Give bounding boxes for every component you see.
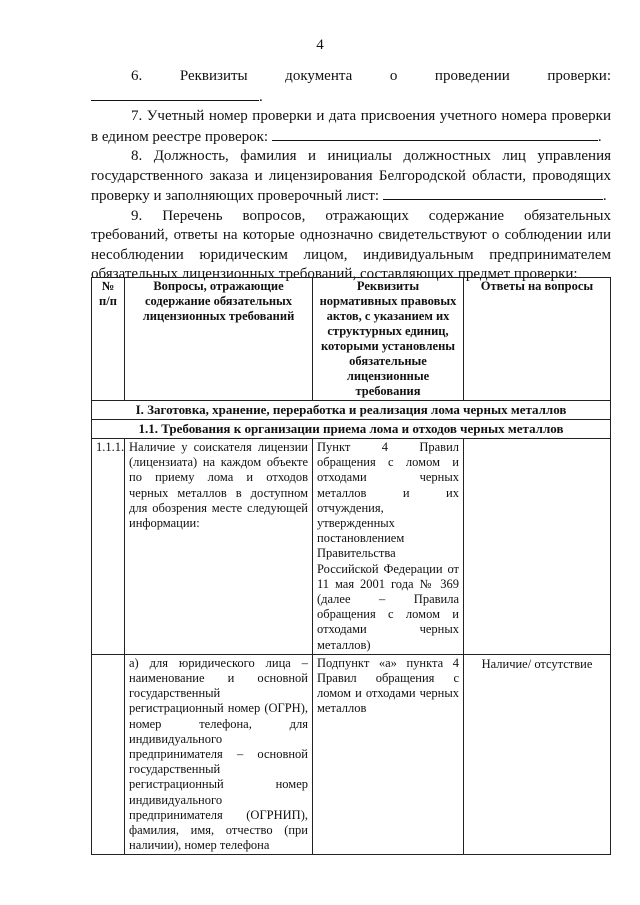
row-answer[interactable]: Наличие/ отсутствие: [464, 654, 611, 855]
page-number: 4: [316, 37, 324, 53]
paragraph-number: 7.: [131, 108, 143, 124]
paragraph-number: 8.: [131, 148, 143, 164]
fill-in-line[interactable]: [272, 127, 598, 141]
paragraph-number: 9.: [131, 207, 143, 224]
paragraph-number: 6.: [131, 68, 143, 84]
paragraph-6: 6. Реквизиты документа о проведении проверки: .: [91, 67, 611, 107]
table-row: [92, 654, 611, 855]
header-num: № п/п: [92, 278, 125, 401]
paragraph-text: Реквизиты документа о проведении проверки:: [179, 68, 611, 84]
paragraph-text: Должность, фамилия и инициалы должностных лиц управления государственного заказа и лицензирования Белгородской области, проводящих проверку и заполняющих проверочный лист:: [91, 148, 612, 204]
section-row: [92, 401, 611, 420]
paragraphs-block: [91, 67, 611, 285]
header-answers: Ответы на вопросы: [464, 278, 611, 401]
row-question: Наличие у соискателя лицензии (лицензиата) на каждом объекте по приему лома и отходов черных металлов в доступном для обозрения месте следующей информации:: [125, 439, 313, 655]
table-row: [92, 439, 611, 655]
row-requisites: Подпункт «а» пункта 4 Правил обращения с ломом и отходами черных металлов: [313, 654, 464, 855]
checklist-table: [91, 277, 611, 855]
subsection-title: 1.1. Требования к организации приема лома и отходов черных металлов: [92, 420, 611, 439]
paragraph-7: 7. Учетный номер проверки и дата присвоения учетного номера проверки в едином реестре проверок: .: [91, 108, 611, 145]
fill-in-line[interactable]: [383, 186, 603, 200]
row-answer[interactable]: [464, 439, 611, 655]
row-number: 1.1.1.: [92, 439, 125, 655]
paragraph-9: [91, 207, 611, 285]
paragraph-text: Перечень вопросов, отражающих содержание обязательных требований, ответы на которые однозначно свидетельствуют о соблюдении или несоблюдении юридическим лицом, индивидуальным предпринимателем обязательных лицензионных требований, составляющих предмет проверки:: [91, 207, 612, 282]
row-requisites: Пункт 4 Правил обращения с ломом и отходами черных металлов и их отчуждения, утвержденных постановлением Правительства Российской Федерации от 11 мая 2001 года № 369 (далее – Правила обращения с ломом и отходами черных металлов): [313, 439, 464, 655]
row-question: а) для юридического лица – наименование и основной государственный регистрационный номер (ОГРН), номер телефона, для индивидуального предпринимателя – основной государственный регистрационный номер индивидуального предпринимателя (ОГРНИП), фамилия, имя, отчество (при наличии), номер телефона: [125, 654, 313, 855]
row-number: [92, 654, 125, 855]
table-header-row: [92, 278, 611, 401]
fill-in-line[interactable]: [91, 87, 259, 101]
subsection-row: [92, 420, 611, 439]
paragraph-8: 8. Должность, фамилия и инициалы должностных лиц управления государственного заказа и лицензирования Белгородской области, проводящих проверку и заполняющих проверочный лист: .: [91, 148, 612, 204]
header-question: Вопросы, отражающие содержание обязательных лицензионных требований: [125, 278, 313, 401]
header-requisites: Реквизиты нормативных правовых актов, с указанием их структурных единиц, которыми установлены обязательные лицензионные требования: [313, 278, 464, 401]
paragraph-text: Учетный номер проверки и дата присвоения учетного номера проверки в едином реестре проверок:: [91, 108, 611, 145]
section-title: I. Заготовка, хранение, переработка и реализация лома черных металлов: [92, 401, 611, 420]
